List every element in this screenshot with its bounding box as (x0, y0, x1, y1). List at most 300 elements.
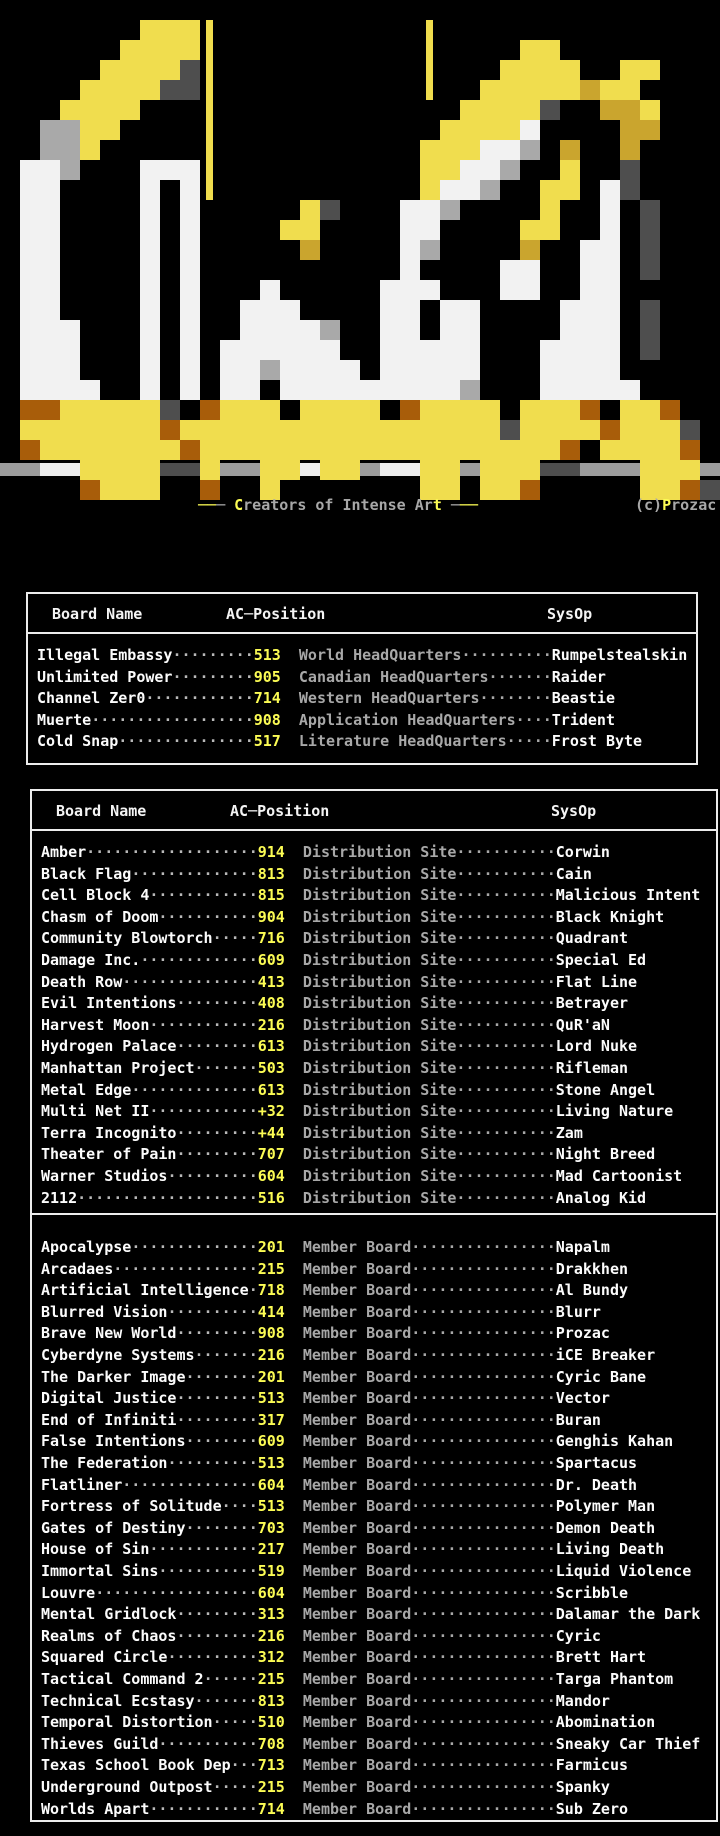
art-block (60, 100, 140, 120)
art-block (500, 60, 580, 80)
art-block (560, 160, 580, 180)
sysop: Cyric Bane (555, 1367, 647, 1386)
board-name: Terra Incognito (41, 1123, 177, 1142)
sysop: Mandor (555, 1691, 610, 1710)
dot-leader: ······· (194, 1058, 258, 1077)
art-block (440, 360, 480, 380)
rows-section (28, 634, 696, 753)
art-block (400, 220, 440, 240)
art-block (580, 400, 600, 420)
dot-leader: ·········· (167, 1648, 258, 1667)
position: Distribution Site··········· (284, 864, 556, 883)
area-code: 217 (257, 1540, 285, 1559)
area-code: 718 (257, 1281, 285, 1300)
art-block (600, 100, 640, 120)
board-name: Squared Circle (41, 1648, 168, 1667)
art-block (180, 280, 200, 300)
art-block (140, 20, 200, 40)
dot-leader: ············ (149, 1540, 258, 1559)
table-row (41, 1496, 716, 1518)
sysop: Lord Nuke (555, 1037, 638, 1056)
area-code: 707 (257, 1145, 285, 1164)
table-row (41, 1237, 716, 1259)
art-block (520, 400, 580, 420)
area-code: 908 (257, 1324, 285, 1343)
dot-leader: ········· (172, 646, 254, 664)
position: Application HeadQuarters···· (280, 710, 552, 729)
board-name: Evil Intentions (41, 994, 177, 1013)
sysop: Drakkhen (555, 1259, 629, 1278)
sysop: Living Nature (555, 1102, 674, 1121)
board-name: Manhattan Project (41, 1058, 195, 1077)
art-block (300, 200, 320, 220)
table-row (41, 950, 716, 972)
art-block (260, 280, 280, 300)
art-block (20, 160, 60, 180)
art-block (420, 160, 460, 180)
board-name: Multi Net II (41, 1102, 150, 1121)
art-block (280, 360, 320, 380)
art-block (240, 320, 320, 340)
area-code: 604 (257, 1166, 285, 1185)
board-name: Mental Gridlock (41, 1605, 177, 1624)
area-code: 513 (257, 1389, 285, 1408)
art-block (560, 140, 580, 160)
dash-left-yellow: ── (198, 496, 217, 514)
art-block (480, 180, 500, 200)
position: Member Board················ (284, 1583, 556, 1602)
table-row (37, 667, 696, 689)
position: Member Board················ (284, 1238, 556, 1257)
art-block (520, 120, 540, 140)
board-name: 2112 (41, 1188, 78, 1207)
table-row (41, 1669, 716, 1691)
sysop: Abomination (555, 1713, 656, 1732)
dot-leader: ··········· (158, 1734, 258, 1753)
art-block (180, 320, 200, 340)
art-block (180, 340, 200, 360)
area-code: 408 (257, 994, 285, 1013)
dot-leader: ··············· (122, 972, 258, 991)
dot-leader: ··········· (158, 1562, 258, 1580)
art-block (640, 200, 660, 220)
art-block (300, 420, 400, 440)
art-block (480, 460, 540, 480)
sysop: Zam (555, 1123, 583, 1142)
sysop: Special Ed (555, 950, 647, 969)
board-name: Black Flag (41, 864, 132, 883)
position: Member Board················ (284, 1497, 556, 1516)
dot-leader: ·············· (131, 1238, 258, 1257)
table-row (41, 1280, 716, 1302)
art-block (206, 60, 213, 80)
art-block (20, 180, 60, 200)
position: Member Board················ (284, 1410, 556, 1429)
position: Member Board················ (284, 1648, 556, 1667)
dot-leader: ···················· (77, 1188, 258, 1207)
board-name: Artificial Intelligence (41, 1281, 249, 1300)
art-block (426, 80, 433, 100)
position: Member Board················ (284, 1432, 556, 1451)
sysop: Liquid Violence (555, 1562, 692, 1580)
position: Distribution Site··········· (284, 950, 556, 969)
board-name: Hydrogen Palace (41, 1037, 177, 1056)
sysop: Targa Phantom (555, 1669, 674, 1688)
table-row (41, 1777, 716, 1799)
sysop: Genghis Kahan (555, 1432, 674, 1451)
art-block (200, 440, 400, 460)
position: Member Board················ (284, 1777, 556, 1796)
art-block (580, 80, 600, 100)
position: Distribution Site··········· (284, 1166, 556, 1185)
board-name: Immortal Sins (41, 1562, 159, 1580)
area-code: 813 (257, 864, 285, 883)
area-code: 216 (257, 1015, 285, 1034)
art-block (540, 463, 580, 476)
art-block (580, 240, 620, 260)
sysop: Frost Byte (551, 732, 643, 751)
position: Member Board················ (284, 1475, 556, 1494)
art-block (80, 120, 120, 140)
board-name: Harvest Moon (41, 1015, 150, 1034)
art-block (420, 240, 440, 260)
table-row (41, 1367, 716, 1389)
position: Member Board················ (284, 1562, 556, 1580)
table-row (41, 1799, 716, 1821)
art-block (180, 260, 200, 280)
board-name: Fortress of Solitude (41, 1497, 222, 1516)
dot-leader: ········· (176, 1123, 258, 1142)
table-row (41, 1101, 716, 1123)
position: Member Board················ (284, 1346, 556, 1365)
art-block (100, 60, 180, 80)
headquarters-table (26, 592, 698, 765)
dot-leader: ·········· (167, 1302, 258, 1321)
table-row (41, 885, 716, 907)
table-row (41, 993, 716, 1015)
position: Western HeadQuarters········ (280, 689, 552, 708)
art-block (320, 200, 340, 220)
sysop: Dalamar the Dark (555, 1605, 701, 1624)
area-code: +32 (257, 1102, 285, 1121)
board-name: Arcadaes (41, 1259, 114, 1278)
art-block (20, 260, 60, 280)
art-block (140, 160, 200, 180)
column-header-sysop: SysOp (547, 605, 593, 623)
position: Member Board················ (284, 1540, 556, 1559)
art-block (540, 200, 560, 220)
sysop: Sneaky Car Thief (555, 1734, 701, 1753)
art-block (206, 40, 213, 60)
art-block (180, 300, 200, 320)
table-row (41, 1144, 716, 1166)
table-row (41, 842, 716, 864)
position: Member Board················ (284, 1389, 556, 1408)
dot-leader: ················ (113, 1259, 258, 1278)
position: Member Board················ (284, 1691, 556, 1710)
board-name: Unlimited Power (37, 667, 173, 686)
board-name: Brave New World (41, 1324, 177, 1343)
board-name: Temporal Distortion (41, 1713, 213, 1732)
art-block (60, 400, 160, 420)
position: Member Board················ (284, 1302, 556, 1321)
dot-leader: ············· (140, 950, 258, 969)
art-block (80, 80, 160, 100)
art-block (600, 80, 640, 100)
art-block (140, 260, 160, 280)
sysop: iCE Breaker (555, 1346, 656, 1365)
table-row (37, 710, 696, 732)
table-row (41, 1323, 716, 1345)
art-block (206, 120, 213, 140)
art-block (480, 80, 580, 100)
art-block (380, 340, 440, 360)
area-code: 312 (257, 1648, 285, 1667)
board-name: Realms of Chaos (41, 1626, 177, 1645)
table-row (41, 1431, 716, 1453)
table-row (41, 928, 716, 950)
sysop: Spartacus (555, 1454, 638, 1473)
art-block (420, 140, 480, 160)
art-block (400, 420, 500, 440)
position: Distribution Site··········· (284, 907, 556, 926)
board-name: Channel Zer0 (37, 689, 146, 708)
position: Member Board················ (284, 1799, 556, 1818)
art-block (280, 380, 320, 400)
art-block (240, 300, 300, 320)
art-block (280, 220, 320, 240)
art-block (400, 240, 420, 260)
table-row (41, 1626, 716, 1648)
area-code: 813 (257, 1691, 285, 1710)
art-block (620, 160, 640, 180)
art-block (206, 140, 213, 160)
dot-leader: ··············· (118, 732, 254, 751)
dot-leader: · (248, 1281, 258, 1300)
art-block (680, 420, 700, 440)
board-name: False Intentions (41, 1432, 186, 1451)
position: Distribution Site··········· (284, 843, 556, 861)
art-block (180, 380, 200, 400)
dash-right-yellow: ── (459, 496, 478, 514)
sysop: Beastie (551, 689, 615, 708)
art-block (180, 200, 200, 220)
column-header-ac-position: AC─Position (230, 802, 330, 820)
board-name: Cold Snap (37, 732, 119, 751)
area-code: 904 (257, 907, 285, 926)
position: Distribution Site··········· (284, 1188, 556, 1207)
area-code: 413 (257, 972, 285, 991)
art-block (560, 320, 620, 340)
board-name: Community Blowtorch (41, 929, 213, 948)
art-block (220, 340, 340, 360)
sysop: Cain (555, 864, 592, 883)
dot-leader: ············ (149, 886, 258, 905)
position: World HeadQuarters·········· (280, 646, 552, 664)
board-name: The Darker Image (41, 1367, 186, 1386)
art-block (480, 480, 520, 500)
art-block (640, 260, 660, 280)
art-block (460, 100, 540, 120)
table-row (41, 1166, 716, 1188)
dot-leader: ········ (185, 1432, 258, 1451)
art-block (40, 140, 80, 160)
area-code: 604 (257, 1475, 285, 1494)
art-block (160, 80, 200, 100)
art-block (80, 480, 100, 500)
table-row (41, 1188, 716, 1210)
sysop: Prozac (555, 1324, 610, 1343)
art-block (206, 180, 213, 200)
dot-leader: ········· (176, 1605, 258, 1624)
dot-leader: ········· (176, 1410, 258, 1429)
art-block (520, 420, 600, 440)
dot-leader: ········ (185, 1518, 258, 1537)
area-code: 513 (253, 646, 281, 664)
board-name: The Federation (41, 1454, 168, 1473)
art-block (620, 180, 640, 200)
board-name: Gates of Destiny (41, 1518, 186, 1537)
sysop: Sub Zero (555, 1799, 629, 1818)
art-block (380, 300, 420, 320)
art-block (440, 300, 480, 320)
dot-leader: ····· (212, 1777, 258, 1796)
area-code: 503 (257, 1058, 285, 1077)
area-code: 215 (257, 1777, 285, 1796)
position: Canadian HeadQuarters······· (280, 667, 552, 686)
position: Member Board················ (284, 1324, 556, 1343)
art-block (420, 400, 500, 420)
art-block (380, 463, 420, 476)
art-block (500, 420, 520, 440)
table-row (41, 1712, 716, 1734)
dot-leader: ········· (172, 667, 254, 686)
art-block (80, 140, 100, 160)
sysop: Rifleman (555, 1058, 629, 1077)
position: Member Board················ (284, 1669, 556, 1688)
art-block (500, 280, 540, 300)
art-block (480, 140, 520, 160)
dot-leader: ············ (149, 1015, 258, 1034)
art-block (440, 320, 480, 340)
copyright-credit (635, 497, 716, 513)
area-code: 510 (257, 1713, 285, 1732)
dot-leader: ·················· (95, 1583, 258, 1602)
board-name: Amber (41, 843, 87, 861)
position: Member Board················ (284, 1367, 556, 1386)
sysop: Blurr (555, 1302, 601, 1321)
sites-and-members-table (30, 789, 718, 1822)
art-block (440, 200, 460, 220)
art-block (440, 340, 480, 360)
art-block (660, 400, 680, 420)
art-block (40, 463, 80, 476)
board-name: Blurred Vision (41, 1302, 168, 1321)
art-block (220, 400, 280, 420)
sysop: Malicious Intent (555, 886, 701, 905)
board-name: Thieves Guild (41, 1734, 159, 1753)
column-header-sysop: SysOp (551, 802, 597, 820)
area-code: 714 (257, 1799, 285, 1818)
tagline (198, 497, 478, 513)
sysop: Flat Line (555, 972, 638, 991)
sysop: Corwin (555, 843, 610, 861)
art-block (140, 220, 160, 240)
table-row (41, 1518, 716, 1540)
position: Distribution Site··········· (284, 886, 556, 905)
table-row (41, 1539, 716, 1561)
art-block (20, 400, 60, 420)
position: Distribution Site··········· (284, 1015, 556, 1034)
position: Member Board················ (284, 1713, 556, 1732)
art-block (500, 260, 540, 280)
art-block (300, 400, 380, 420)
table-row (41, 972, 716, 994)
position: Member Board················ (284, 1259, 556, 1278)
art-block (100, 480, 160, 500)
board-name: Metal Edge (41, 1080, 132, 1099)
cia-logo-art (0, 0, 720, 520)
art-block (180, 440, 200, 460)
art-block (140, 300, 160, 320)
dot-leader: ········ (185, 1367, 258, 1386)
sysop: Raider (551, 667, 606, 686)
art-block (580, 280, 620, 300)
table-row (41, 907, 716, 929)
position: Distribution Site··········· (284, 994, 556, 1013)
art-block (600, 200, 620, 220)
art-block (20, 380, 100, 400)
art-block (180, 360, 200, 380)
board-name: Death Row (41, 972, 123, 991)
dot-leader: ····· (212, 1713, 258, 1732)
dash-left-gray: ─ (216, 496, 235, 514)
board-name: Texas School Book Dep (41, 1756, 231, 1775)
art-block (60, 160, 80, 180)
tagline-last-letter: t (432, 496, 442, 514)
table-row (41, 864, 716, 886)
tagline-first-letter: C (234, 496, 244, 514)
art-block (140, 380, 160, 400)
art-block (380, 320, 420, 340)
art-block (640, 320, 660, 340)
area-code: 513 (257, 1497, 285, 1516)
sysop: Al Bundy (555, 1281, 629, 1300)
position: Distribution Site··········· (284, 929, 556, 948)
position: Distribution Site··········· (284, 1123, 556, 1142)
position: Member Board················ (284, 1756, 556, 1775)
column-header-ac-position: AC─Position (226, 605, 326, 623)
sysop: Buran (555, 1410, 601, 1429)
art-block (120, 40, 200, 60)
area-code: 517 (253, 732, 281, 751)
dot-leader: ··········· (158, 907, 258, 926)
position: Member Board················ (284, 1518, 556, 1537)
table-row (41, 1755, 716, 1777)
area-code: 513 (257, 1454, 285, 1473)
table-row (41, 1388, 716, 1410)
art-block (40, 440, 180, 460)
position: Distribution Site··········· (284, 1080, 556, 1099)
dot-leader: ··· (230, 1756, 258, 1775)
art-block (160, 463, 200, 476)
sysop: Living Death (555, 1540, 665, 1559)
board-name: Theater of Pain (41, 1145, 177, 1164)
art-block (260, 460, 300, 480)
credit-initial: P (662, 496, 672, 514)
art-block (220, 380, 260, 400)
art-block (400, 440, 560, 460)
